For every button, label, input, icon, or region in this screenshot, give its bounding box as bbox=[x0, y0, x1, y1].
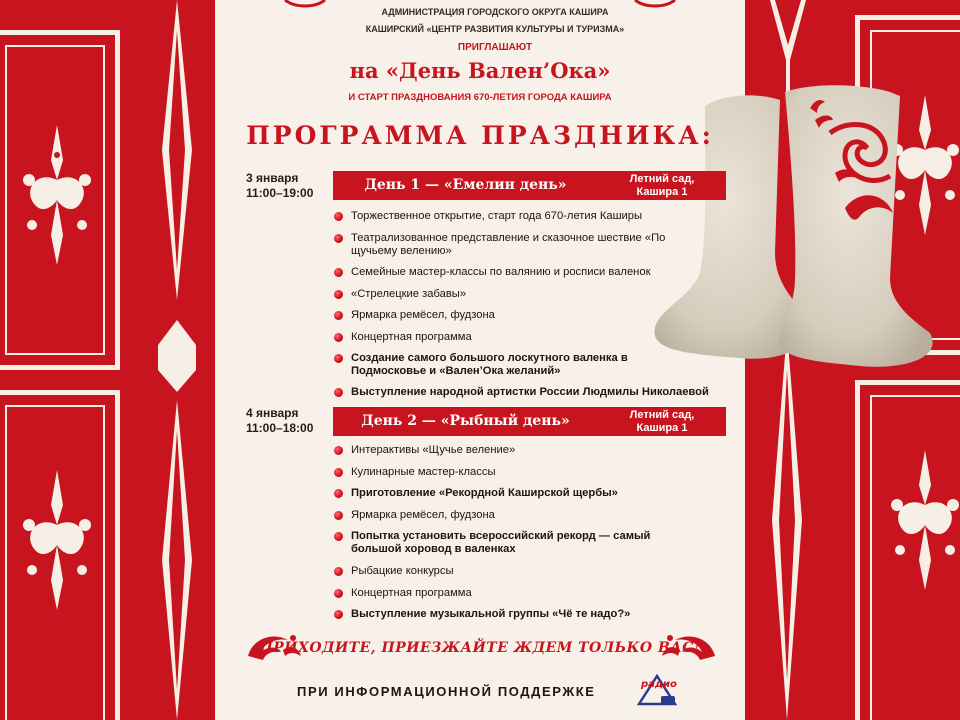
org-line-1: АДМИНИСТРАЦИЯ ГОРОДСКОГО ОКРУГА КАШИРА bbox=[381, 7, 609, 17]
bullet-dot-icon bbox=[334, 311, 343, 320]
bullet-dot-icon bbox=[334, 268, 343, 277]
day-date-text: 4 января bbox=[246, 406, 299, 420]
list-item: Создание самого большого лоскутного валенка в Подмосковье и «Вален’Ока желаний» bbox=[351, 352, 641, 378]
list-item: Концертная программа bbox=[351, 331, 741, 344]
bullet-dot-icon bbox=[334, 489, 343, 498]
event-subtitle: И СТАРТ ПРАЗДНОВАНИЯ 670-ЛЕТИЯ ГОРОДА КАШИРА bbox=[348, 92, 612, 103]
slogan: ПРИХОДИТЕ, ПРИЕЗЖАЙТЕ ЖДЕМ ТОЛЬКО ВАС! bbox=[259, 640, 701, 656]
list-item: Выступление народной артистки России Людмилы Николаевой bbox=[351, 386, 741, 399]
day-title: День 1 — «Емелин день» bbox=[364, 177, 567, 193]
day-location: Летний сад, Кашира 1 bbox=[629, 409, 695, 434]
day-title: День 2 — «Рыбный день» bbox=[361, 413, 570, 429]
bullet-dot-icon bbox=[334, 610, 343, 619]
day-date bbox=[246, 171, 313, 201]
support-line bbox=[215, 680, 745, 704]
list-item: Выступление музыкальной группы «Чё те надо?» bbox=[351, 608, 741, 621]
support-text: ПРИ ИНФОРМАЦИОННОЙ ПОДДЕРЖКЕ bbox=[297, 684, 596, 699]
bullet-dot-icon bbox=[334, 234, 343, 243]
day-time-text: 11:00–18:00 bbox=[246, 421, 314, 435]
event-title: на «День Вален’Ока» bbox=[349, 58, 611, 83]
list-item: Семейные мастер-классы по валянию и росписи валенок bbox=[351, 266, 741, 279]
bullet-dot-icon bbox=[334, 511, 343, 520]
list-item: Приготовление «Рекордной Каширской щербы» bbox=[351, 487, 741, 500]
bullet-dot-icon bbox=[334, 333, 343, 342]
day-banner bbox=[333, 171, 726, 200]
bullet-dot-icon bbox=[334, 468, 343, 477]
list-item: Ярмарка ремёсел, фудзона bbox=[351, 509, 741, 522]
list-item: «Стрелецкие забавы» bbox=[351, 288, 741, 301]
list-item: Ярмарка ремёсел, фудзона bbox=[351, 309, 741, 322]
list-item: Концертная программа bbox=[351, 587, 741, 600]
folk-ornament-icon bbox=[17, 120, 97, 270]
list-item: Попытка установить всероссийский рекорд — самый большой хоровод в валенках bbox=[351, 530, 651, 556]
day-location: Летний сад, Кашира 1 bbox=[629, 173, 695, 198]
day-banner bbox=[333, 407, 726, 436]
list-item: Интерактивы «Щучье веление» bbox=[351, 444, 741, 457]
org-line-2: КАШИРСКИЙ «ЦЕНТР РАЗВИТИЯ КУЛЬТУРЫ И ТУРИЗМА» bbox=[365, 24, 625, 34]
invite-text: ПРИГЛАШАЮТ bbox=[457, 42, 533, 53]
bullet-dot-icon bbox=[334, 446, 343, 455]
bullet-dot-icon bbox=[334, 567, 343, 576]
radio-logo-text: радио bbox=[641, 679, 677, 690]
bullet-dot-icon bbox=[334, 589, 343, 598]
left-spindle-ornament bbox=[140, 0, 215, 720]
folk-ornament-icon bbox=[17, 465, 97, 615]
list-item: Кулинарные мастер-классы bbox=[351, 466, 741, 479]
left-upper-panel bbox=[0, 30, 120, 370]
list-item: Театрализованное представление и сказочное шествие «По щучьему велению» bbox=[351, 232, 681, 258]
program-title: ПРОГРАММА ПРАЗДНИКА: bbox=[246, 121, 714, 150]
left-lower-panel bbox=[0, 390, 120, 720]
bullet-dot-icon bbox=[334, 290, 343, 299]
bullet-dot-icon bbox=[334, 354, 343, 363]
left-decor bbox=[0, 0, 215, 720]
day-date-text: 3 января bbox=[246, 171, 299, 185]
list-item: Рыбацкие конкурсы bbox=[351, 565, 741, 578]
bullet-dot-icon bbox=[334, 212, 343, 221]
day-time-text: 11:00–19:00 bbox=[246, 186, 314, 200]
right-lower-panel bbox=[855, 380, 960, 720]
day-date bbox=[246, 406, 313, 436]
list-item: Торжественное открытие, старт года 670-летия Каширы bbox=[351, 210, 741, 223]
folk-ornament-icon bbox=[885, 445, 960, 595]
bullet-dot-icon bbox=[334, 532, 343, 541]
radio-logo-icon bbox=[635, 674, 679, 708]
bullet-dot-icon bbox=[334, 388, 343, 397]
